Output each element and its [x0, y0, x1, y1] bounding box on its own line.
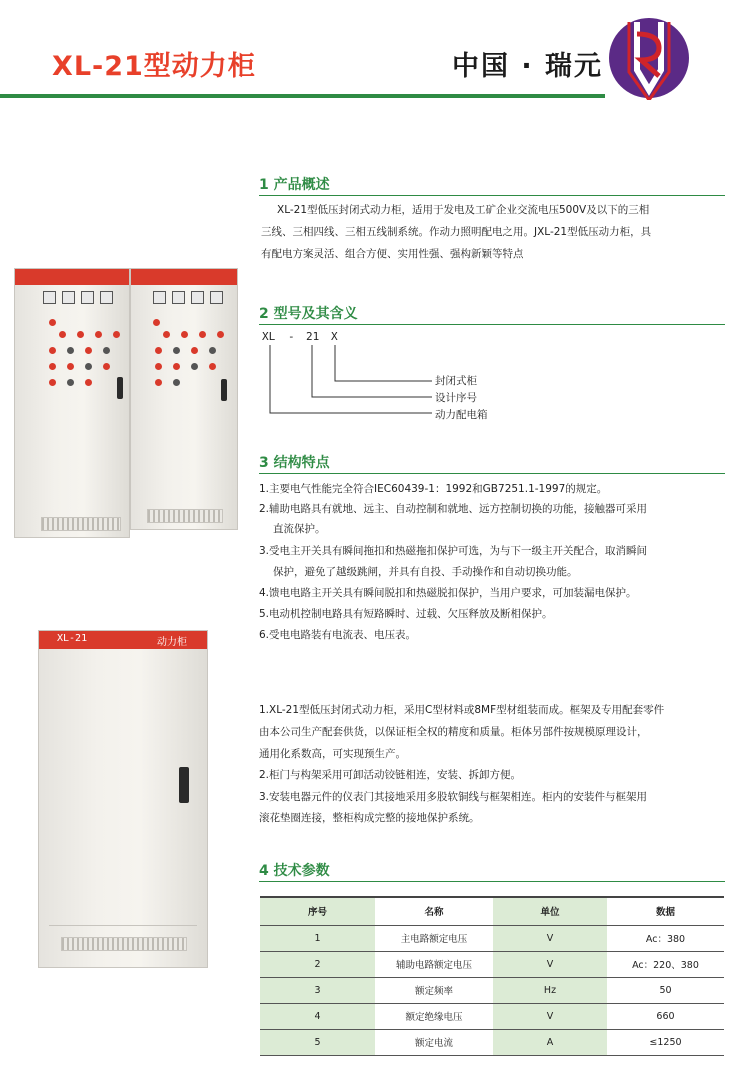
meter-icon	[210, 291, 223, 304]
cell-index: 4	[260, 1003, 375, 1029]
feature-line-1: 1.主要电气性能完全符合IEC60439-1：1992和GB7251.1-1997的规定。	[259, 483, 608, 495]
cell-value: Ac：380	[607, 925, 724, 951]
switch-knob-icon	[103, 347, 110, 354]
switch-knob-icon	[67, 379, 74, 386]
spec-table	[260, 896, 724, 1056]
feature-line-6: 4.馈电电路主开关具有瞬间脱扣和热磁脱扣保护，当用户要求，可加装漏电保护。	[259, 587, 637, 599]
vent-grille	[147, 509, 223, 523]
ruiyuan-logo	[607, 14, 691, 100]
cell-unit: V	[493, 1003, 607, 1029]
indicator-light-icon	[199, 331, 206, 338]
cabinet-top-band	[131, 269, 237, 285]
cabinet-left-bay	[14, 268, 130, 538]
meter-icon	[81, 291, 94, 304]
cabinet-top-band	[39, 631, 207, 649]
cell-index: 3	[260, 977, 375, 1003]
structure-line-6: 滚花垫圈连接，整柜构成完整的接地保护系统。	[259, 812, 480, 824]
cell-unit: Hz	[493, 977, 607, 1003]
structure-line-3: 通用化系数高，可实现预生产。	[259, 748, 406, 760]
header-rule	[0, 94, 605, 98]
indicator-light-icon	[85, 347, 92, 354]
col-index: 序号	[260, 897, 375, 925]
table-row	[260, 925, 724, 951]
cabinet-top-band	[15, 269, 129, 285]
indicator-light-icon	[181, 331, 188, 338]
brand-name: 中国 · 瑞元	[452, 51, 604, 82]
section2-heading	[259, 303, 725, 325]
section4-heading-text: 4 技术参数	[259, 863, 330, 879]
door-handle-icon	[221, 379, 227, 401]
model-code-suffix: X	[331, 330, 338, 343]
feature-line-3: 直流保护。	[273, 523, 326, 535]
section2-heading-text: 2 型号及其含义	[259, 306, 358, 322]
meter-icon	[172, 291, 185, 304]
section1-line-2: 三线、三相四线、三相五线制系统。作动力照明配电之用。JXL-21型低压动力柜，具	[261, 226, 652, 238]
section3-heading	[259, 452, 725, 474]
indicator-light-icon	[163, 331, 170, 338]
model-code-prefix: XL	[262, 330, 276, 343]
indicator-light-icon	[49, 363, 56, 370]
structure-line-2: 由本公司生产配套供货，以保证柜全权的精度和质量。柜体另部件按规模原理设计，	[259, 726, 648, 738]
cell-value: 50	[607, 977, 724, 1003]
cabinet-right-bay	[130, 268, 238, 530]
indicator-light-icon	[103, 363, 110, 370]
cell-name: 额定电流	[375, 1029, 493, 1055]
cell-index: 5	[260, 1029, 375, 1055]
indicator-light-icon	[95, 331, 102, 338]
section3-heading-text: 3 结构特点	[259, 455, 330, 471]
structure-line-5: 3.安装电器元件的仪表门其接地采用多股软铜线与框架相连。柜内的安装件与框架用	[259, 791, 648, 803]
meter-icon	[43, 291, 56, 304]
feature-line-4: 3.受电主开关具有瞬间拖扣和热磁拖扣保护可选，为与下一级主开关配合，取消瞬间	[259, 545, 648, 557]
page-title: XL-21型动力柜	[52, 51, 256, 82]
table-row	[260, 951, 724, 977]
col-name: 名称	[375, 897, 493, 925]
cell-name: 主电路额定电压	[375, 925, 493, 951]
vent-grille	[61, 937, 187, 951]
table-row	[260, 1029, 724, 1055]
switch-knob-icon	[173, 379, 180, 386]
meter-icon	[191, 291, 204, 304]
section1-line-1: XL-21型低压封闭式动力柜，适用于发电及工矿企业交流电压500V及以下的三相	[277, 204, 650, 216]
cell-name: 额定绝缘电压	[375, 1003, 493, 1029]
meaning-design-number: 设计序号	[435, 392, 477, 404]
section1-heading	[259, 174, 725, 196]
meter-icon	[153, 291, 166, 304]
cell-name: 额定频率	[375, 977, 493, 1003]
feature-line-2: 2.辅助电路具有就地、远主、自动控制和就地、远方控制切换的功能，接触器可采用	[259, 503, 648, 515]
table-row	[260, 977, 724, 1003]
switch-knob-icon	[67, 347, 74, 354]
indicator-light-icon	[49, 319, 56, 326]
cabinet-model-label: XL-21	[57, 633, 88, 644]
spec-table-header	[260, 897, 724, 925]
indicator-light-icon	[153, 319, 160, 326]
structure-line-1: 1.XL-21型低压封闭式动力柜，采用C型材料或8MF型材组装而成。框架及专用配套零件	[259, 704, 665, 716]
switch-knob-icon	[209, 347, 216, 354]
indicator-light-icon	[217, 331, 224, 338]
meaning-power-box: 动力配电箱	[435, 409, 488, 421]
indicator-light-icon	[191, 347, 198, 354]
cell-name: 辅助电路额定电压	[375, 951, 493, 977]
indicator-light-icon	[49, 379, 56, 386]
section1-line-3: 有配电方案灵活、组合方便、实用性强、强构新颖等特点	[261, 248, 524, 260]
switch-knob-icon	[173, 347, 180, 354]
model-code-number: 21	[306, 330, 320, 343]
cell-value: ≤1250	[607, 1029, 724, 1055]
switch-knob-icon	[191, 363, 198, 370]
indicator-light-icon	[209, 363, 216, 370]
cabinet-type-label: 动力柜	[157, 637, 187, 648]
indicator-light-icon	[155, 379, 162, 386]
feature-line-8: 6.受电电路装有电流表、电压表。	[259, 629, 417, 641]
feature-line-5: 保护，避免了越级跳闸，并具有自投、手动操作和自动切换功能。	[273, 566, 578, 578]
cell-unit: V	[493, 951, 607, 977]
section4-heading	[259, 860, 725, 882]
indicator-light-icon	[59, 331, 66, 338]
vent-grille	[41, 517, 121, 531]
switch-knob-icon	[85, 363, 92, 370]
col-value: 数据	[607, 897, 724, 925]
meter-icon	[62, 291, 75, 304]
meter-icon	[100, 291, 113, 304]
structure-line-4: 2.柜门与构架采用可卸活动铰链相连，安装、拆卸方便。	[259, 769, 522, 781]
door-handle-icon	[117, 377, 123, 399]
cell-index: 1	[260, 925, 375, 951]
cell-unit: V	[493, 925, 607, 951]
cell-value: 660	[607, 1003, 724, 1029]
meaning-enclosed-cabinet: 封闭式柜	[435, 375, 477, 387]
indicator-light-icon	[155, 363, 162, 370]
section1-heading-text: 1 产品概述	[259, 177, 330, 193]
door-seam	[49, 925, 197, 926]
model-diagram-lines	[262, 343, 442, 425]
cell-value: Ac：220、380	[607, 951, 724, 977]
indicator-light-icon	[49, 347, 56, 354]
model-code-dash: -	[288, 330, 295, 343]
indicator-light-icon	[173, 363, 180, 370]
indicator-light-icon	[155, 347, 162, 354]
col-unit: 单位	[493, 897, 607, 925]
cabinet-single	[38, 630, 208, 968]
indicator-light-icon	[113, 331, 120, 338]
table-row	[260, 1003, 724, 1029]
door-handle-icon	[179, 767, 189, 803]
feature-line-7: 5.电动机控制电路具有短路瞬时、过载、欠压释放及断相保护。	[259, 608, 553, 620]
indicator-light-icon	[67, 363, 74, 370]
cell-index: 2	[260, 951, 375, 977]
indicator-light-icon	[85, 379, 92, 386]
cell-unit: A	[493, 1029, 607, 1055]
indicator-light-icon	[77, 331, 84, 338]
